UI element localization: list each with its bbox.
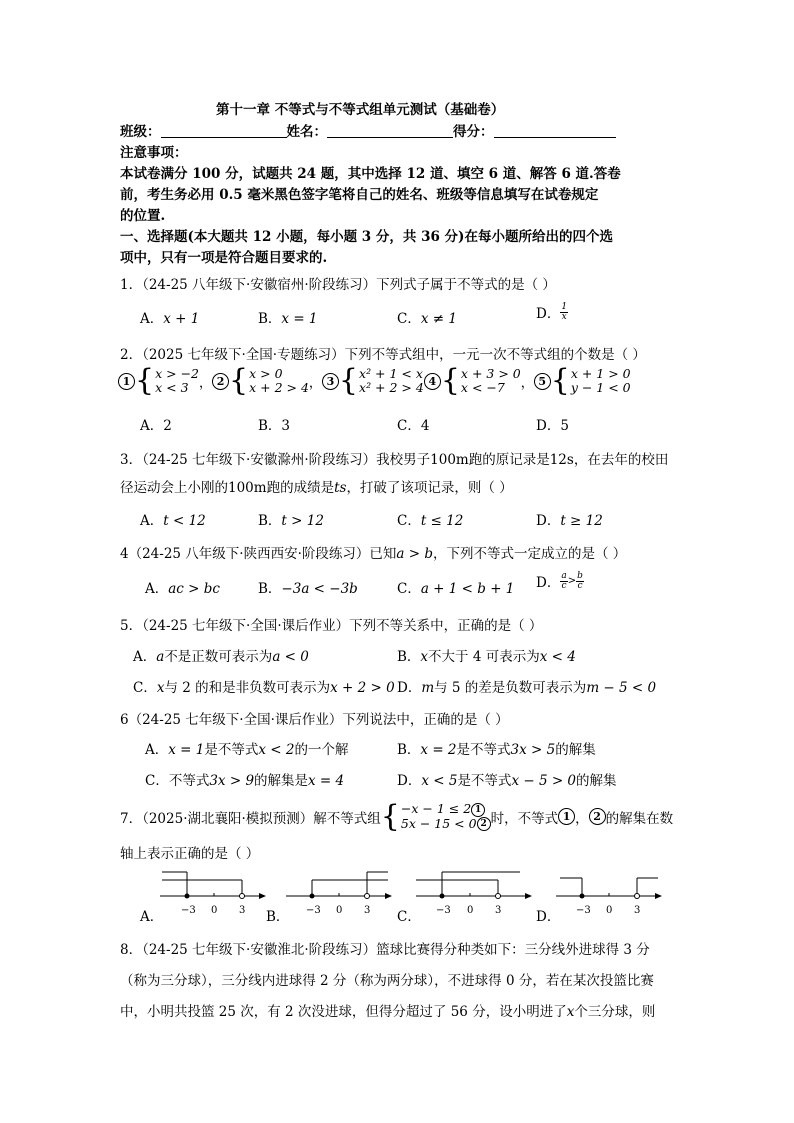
name-label: 姓名： (286, 124, 327, 140)
question-6-stem: 6（24-25 七年级下·全国·课后作业）下列说法中，正确的是（ ） (120, 712, 509, 728)
score-label: 得分： (453, 124, 494, 140)
score-blank[interactable] (494, 123, 616, 138)
name-blank[interactable] (327, 123, 453, 138)
section-heading: 项中，只有一项是符合题目要求的. (120, 250, 328, 266)
fraction: $\frac{b}{c}$ (577, 570, 583, 591)
circled-number: 4 (424, 373, 441, 390)
option-c[interactable]: C．不等式3x > 9的解集是x = 4 (145, 773, 345, 789)
option-c[interactable]: C．4 (397, 418, 430, 434)
notes-line: 前，考生务必用 0.5 毫米黑色签字笔将自己的姓名、班级等信息填写在试卷规定 (120, 187, 599, 203)
svg-text:3: 3 (495, 905, 502, 916)
class-blank[interactable] (161, 123, 287, 138)
option-a[interactable]: A．x + 1 (140, 311, 200, 327)
inequality-system: { −x − 1 ≤ 2 1 5x − 15 < 0 2 (381, 802, 491, 831)
number-line-d (550, 866, 670, 922)
class-label: 班级： (120, 124, 161, 140)
svg-text:0: 0 (606, 905, 613, 916)
option-a[interactable]: A．x = 1是不等式x < 2的一个解 (145, 742, 349, 758)
circled-number: 1 (118, 373, 135, 390)
notes-heading: 注意事项： (120, 145, 188, 161)
option-d[interactable]: D．t ≥ 12 (536, 513, 603, 529)
question-2-systems: 1 { x > −2 x < 3 ， 2 { x > 0 x + 2 > 4 ， 3 { x² + 1 < x x² + 2 > 4 4 { x + 3 > 0 x < −7 ， 5 { x + 1 > 0 y − 1 < 0 (118, 367, 631, 395)
question-1-stem: 1．（24-25 八年级下·安徽宿州·阶段练习）下列式子属于不等式的是（ ） (120, 277, 556, 293)
fraction: $\frac{1}{x}$ (561, 301, 568, 322)
option-b[interactable]: B．x = 2是不等式3x > 5的解集 (397, 742, 596, 758)
inequality-system: { x + 3 > 0 x < −7 (440, 363, 521, 398)
option-b[interactable]: B．x不大于 4 可表示为x < 4 (397, 649, 576, 665)
circled-number: 3 (322, 373, 339, 390)
option-d[interactable]: D．x < 5是不等式x − 5 > 0的解集 (397, 773, 617, 789)
number-line-c (410, 866, 540, 922)
circled-number: 2 (212, 373, 229, 390)
question-8-stem: 中，小明共投篮 25 次，有 2 次没进球，但得分超过了 56 分，设小明进了x个三分球，则 (120, 1004, 656, 1020)
question-2-stem: 2．（2025 七年级下·全国·专题练习）下列不等式组中，一元一次不等式组的个数是（ ） (120, 347, 646, 363)
svg-text:3: 3 (364, 905, 371, 916)
option-a[interactable]: A．2 (140, 418, 172, 434)
svg-text:3: 3 (239, 905, 246, 916)
option-a[interactable]: A．ac > bc (145, 581, 220, 597)
question-3-stem: 径运动会上小刚的100m跑的成绩是ts，打破了该项记录，则（ ） (120, 480, 513, 496)
number-line-a (150, 866, 270, 922)
question-7-stem: 轴上表示正确的是（ ） (120, 846, 260, 862)
question-3-stem: 3．（24-25 七年级下·安徽滁州·阶段练习）我校男子100m跑的原记录是12s，在去年的校田 (120, 452, 669, 468)
svg-text:0: 0 (467, 905, 474, 916)
option-d[interactable]: D．5 (536, 418, 569, 434)
svg-text:−3: −3 (576, 905, 591, 916)
question-7-stem: 7．（2025·湖北襄阳·模拟预测）解不等式组 { −x − 1 ≤ 2 1 5x − 15 < 0 2 时，不等式 1 ， 2 的解集在数 (120, 798, 674, 834)
header-fields (120, 120, 616, 140)
page-title: 第十一章 不等式与不等式组单元测试（基础卷） (216, 102, 505, 118)
option-c[interactable]: C．t ≤ 12 (397, 513, 464, 529)
option-c[interactable]: C．x ≠ 1 (397, 311, 457, 327)
inequality-system: { x + 1 > 0 y − 1 < 0 (550, 363, 631, 398)
option-a[interactable]: A．a不是正数可表示为a < 0 (133, 649, 309, 665)
notes-line: 的位置. (120, 208, 166, 224)
notes-line: 本试卷满分 100 分，试题共 24 题，其中选择 12 道、填空 6 道、解答 6 道.答卷 (120, 166, 621, 182)
svg-text:−3: −3 (306, 905, 321, 916)
svg-text:−3: −3 (181, 905, 196, 916)
question-8-stem: （称为三分球），三分线内进球得 2 分（称为两分球），不进球得 0 分，若在某次投篮比赛 (120, 973, 654, 989)
option-b[interactable]: B．−3a < −3b (258, 581, 358, 597)
question-5-stem: 5．（24-25 七年级下·全国·课后作业）下列不等关系中，正确的是（ ） (120, 618, 543, 634)
option-a[interactable]: A．t < 12 (140, 513, 206, 529)
option-b[interactable]: B．3 (258, 418, 291, 434)
svg-text:0: 0 (336, 905, 343, 916)
option-c[interactable]: C．x与 2 的和是非负数可表示为x + 2 > 0 (133, 680, 395, 696)
option-b[interactable]: B．x = 1 (258, 311, 318, 327)
option-d[interactable]: D．m与 5 的差是负数可表示为m − 5 < 0 (397, 680, 657, 696)
fraction: $\frac{a}{c}$ (561, 570, 567, 591)
inequality-system: { x² + 1 < x x² + 2 > 4 (338, 363, 424, 398)
option-c[interactable]: C．a + 1 < b + 1 (397, 581, 515, 597)
circled-number: 5 (534, 373, 551, 390)
number-line-b (280, 866, 400, 922)
option-c-label[interactable]: C． (397, 909, 421, 925)
inequality-system: { x > −2 x < 3 (135, 363, 199, 398)
svg-text:0: 0 (211, 905, 218, 916)
question-4-stem: 4（24-25 八年级下·陕西西安·阶段练习）已知a > b，下列不等式一定成立的是（ ） (120, 546, 627, 562)
option-b-label[interactable]: B． (266, 909, 290, 925)
option-d[interactable]: D． $\frac{a}{c}$ > $\frac{b}{c}$ (536, 570, 583, 591)
option-d-label[interactable]: D． (536, 909, 561, 925)
option-d[interactable]: D． $\frac{1}{x}$ (536, 301, 568, 322)
svg-text:−3: −3 (436, 905, 451, 916)
option-b[interactable]: B．t > 12 (258, 513, 324, 529)
option-a-label[interactable]: A． (140, 909, 164, 925)
inequality-system: { x > 0 x + 2 > 4 (229, 363, 309, 398)
question-8-stem: 8．（24-25 七年级下·安徽淮北·阶段练习）篮球比赛得分种类如下：三分线外进球得 3 分 (120, 942, 650, 958)
section-heading: 一、选择题(本大题共 12 小题，每小题 3 分，共 36 分)在每小题所给出的四个选 (120, 229, 613, 245)
svg-text:3: 3 (634, 905, 641, 916)
